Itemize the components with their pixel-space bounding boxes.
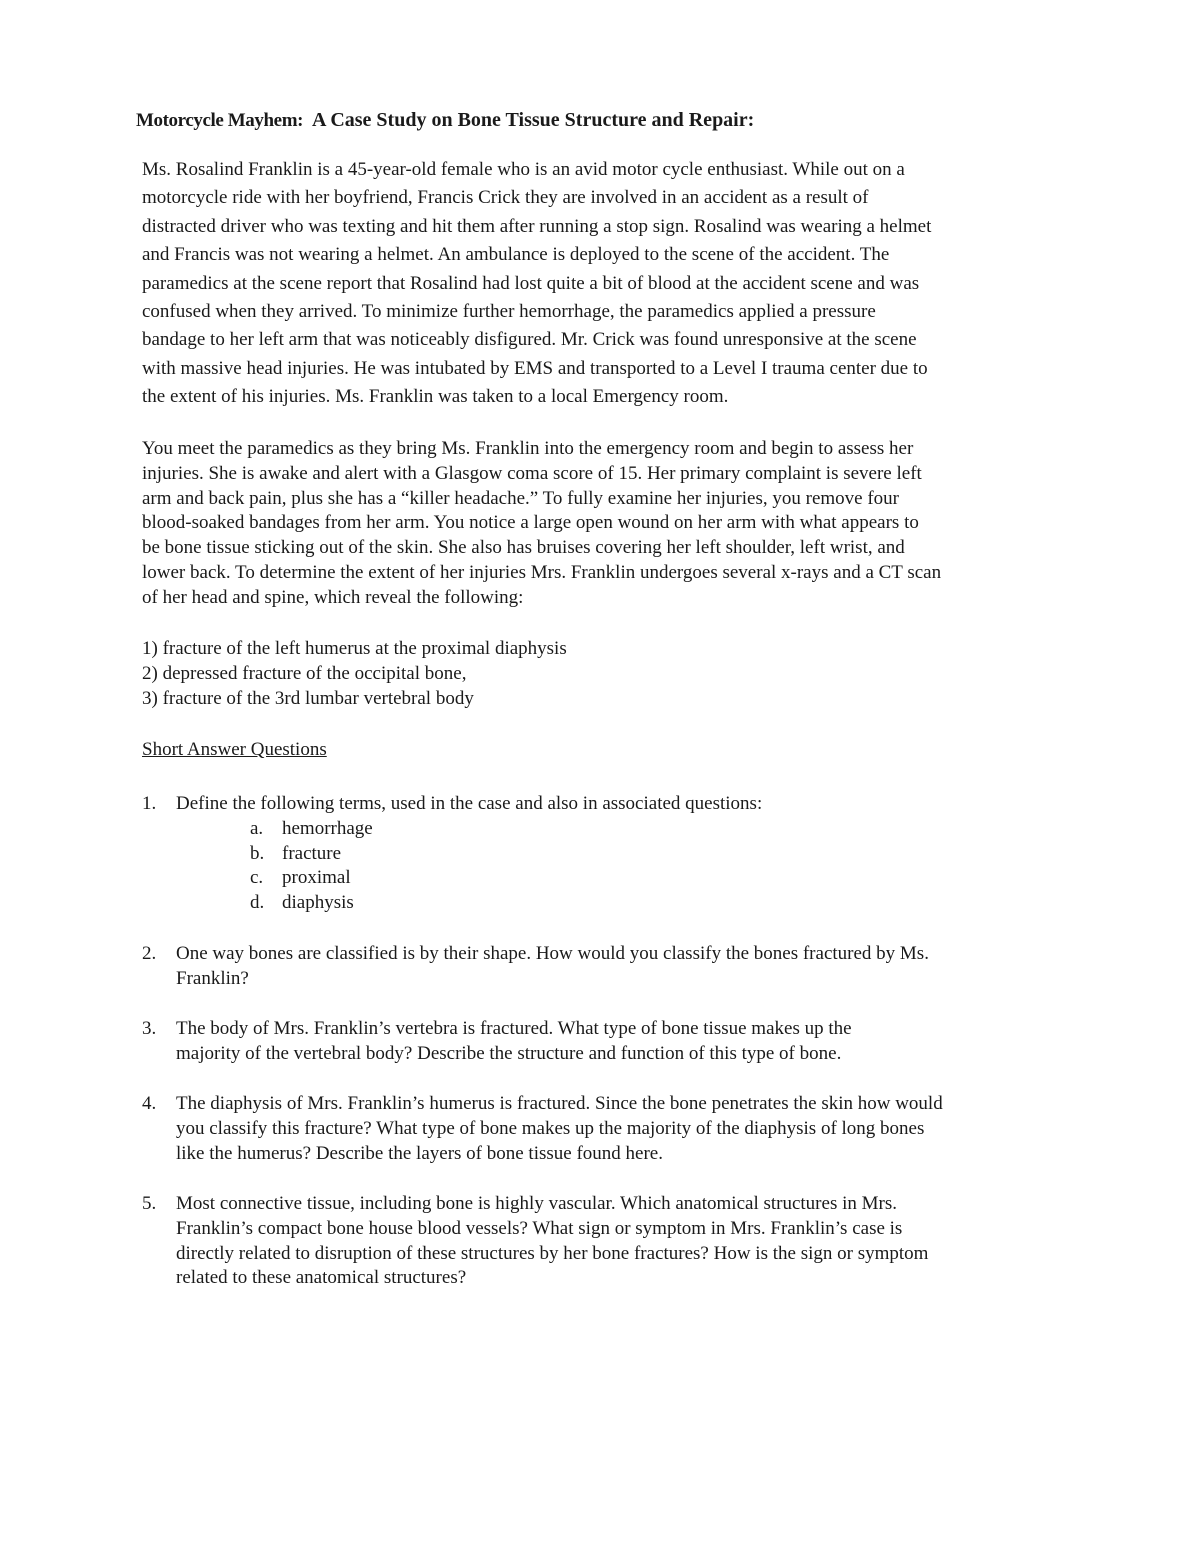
paragraph-line: with massive head injuries. He was intubated by EMS and transported to a Level I trauma center due to	[142, 357, 928, 379]
question-number: 2.	[142, 943, 157, 964]
paragraph-line: and Francis was not wearing a helmet. An ambulance is deployed to the scene of the accident. The	[142, 244, 890, 266]
finding-item: 3) fracture of the 3rd lumbar vertebral body	[142, 687, 474, 709]
question-line: The diaphysis of Mrs. Franklin’s humerus is fractured. Since the bone penetrates the skin how would	[176, 1093, 943, 1114]
term-letter: a.	[250, 817, 264, 839]
terms-list	[176, 817, 1062, 916]
paragraph-line: the extent of his injuries. Ms. Franklin was taken to a local Emergency room.	[142, 386, 729, 408]
term-text: hemorrhage	[282, 817, 373, 839]
question-number: 1.	[142, 793, 157, 814]
findings-list	[142, 637, 1042, 711]
term-text: proximal	[282, 867, 351, 889]
term-item	[176, 842, 1062, 867]
case-paragraph-1	[142, 156, 1062, 412]
term-text: fracture	[282, 842, 342, 864]
term-text: diaphysis	[282, 892, 354, 914]
question-5	[142, 1192, 1062, 1291]
section-heading: Short Answer Questions	[142, 739, 327, 760]
finding-item: 2) depressed fracture of the occipital bone,	[142, 662, 467, 684]
term-item	[176, 891, 1062, 916]
question-number: 5.	[142, 1193, 157, 1214]
question-1	[142, 792, 1062, 916]
question-body	[176, 1192, 1062, 1291]
paragraph-line: bandage to her left arm that was noticeably disfigured. Mr. Crick was found unresponsive at the scene	[142, 329, 917, 351]
paragraph-line: paramedics at the scene report that Rosalind had lost quite a bit of blood at the accident scene and was	[142, 272, 920, 294]
term-item	[176, 866, 1062, 891]
question-body	[176, 1092, 1062, 1166]
paragraph-line: distracted driver who was texting and hit them after running a stop sign. Rosalind was wearing a helmet	[142, 215, 932, 237]
paragraph-line: You meet the paramedics as they bring Ms. Franklin into the emergency room and begin to assess her	[142, 438, 914, 459]
paragraph-line: lower back. To determine the extent of her injuries Mrs. Franklin undergoes several x-rays and a CT scan	[142, 561, 942, 583]
question-4	[142, 1092, 1062, 1166]
question-line: The body of Mrs. Franklin’s vertebra is fractured. What type of bone tissue makes up the	[176, 1018, 852, 1039]
title-main: A Case Study on Bone Tissue Structure and Repair:	[311, 109, 755, 131]
question-body	[176, 1017, 1062, 1067]
document-title	[136, 106, 1056, 135]
case-paragraph-2	[142, 437, 1062, 611]
term-letter: d.	[250, 892, 265, 914]
finding-item: 1) fracture of the left humerus at the proximal diaphysis	[142, 638, 567, 659]
paragraph-line: be bone tissue sticking out of the skin. She also has bruises covering her left shoulder, left wrist, and	[142, 537, 905, 559]
question-body	[176, 792, 1062, 916]
question-line: Define the following terms, used in the case and also in associated questions:	[176, 793, 763, 814]
term-letter: c.	[250, 867, 264, 889]
title-lead: Motorcycle Mayhem:	[136, 110, 304, 131]
question-line: you classify this fracture? What type of bone makes up the majority of the diaphysis of long bones	[176, 1117, 925, 1139]
paragraph-line: blood-soaked bandages from her arm. You notice a large open wound on her arm with what appears to	[142, 512, 919, 534]
term-letter: b.	[250, 842, 265, 864]
paragraph-line: Ms. Rosalind Franklin is a 45-year-old female who is an avid motor cycle enthusiast. While out on a	[142, 159, 905, 180]
question-number: 4.	[142, 1093, 157, 1114]
question-line: One way bones are classified is by their shape. How would you classify the bones fractured by Ms.	[176, 943, 929, 964]
paragraph-line: confused when they arrived. To minimize further hemorrhage, the paramedics applied a pressure	[142, 301, 876, 323]
paragraph-line: arm and back pain, plus she has a “killer headache.” To fully examine her injuries, you remove four	[142, 487, 899, 509]
paragraph-line: injuries. She is awake and alert with a Glasgow coma score of 15. Her primary complaint is severe left	[142, 462, 922, 484]
question-body	[176, 942, 1062, 992]
question-line: majority of the vertebral body? Describe the structure and function of this type of bone.	[176, 1042, 842, 1064]
question-line: Franklin’s compact bone house blood vessels? What sign or symptom in Mrs. Franklin’s case is	[176, 1217, 903, 1239]
question-line: related to these anatomical structures?	[176, 1267, 467, 1289]
question-line: Franklin?	[176, 967, 249, 989]
term-item	[176, 817, 1062, 842]
paragraph-line: motorcycle ride with her boyfriend, Francis Crick they are involved in an accident as a result of	[142, 187, 869, 209]
question-line: like the humerus? Describe the layers of bone tissue found here.	[176, 1142, 663, 1164]
question-number: 3.	[142, 1018, 157, 1039]
paragraph-line: of her head and spine, which reveal the following:	[142, 586, 524, 608]
question-3	[142, 1017, 1062, 1067]
question-2	[142, 942, 1062, 992]
question-line: directly related to disruption of these structures by her bone fractures? How is the sign or symptom	[176, 1242, 929, 1264]
question-line: Most connective tissue, including bone is highly vascular. Which anatomical structures in Mrs.	[176, 1193, 897, 1214]
